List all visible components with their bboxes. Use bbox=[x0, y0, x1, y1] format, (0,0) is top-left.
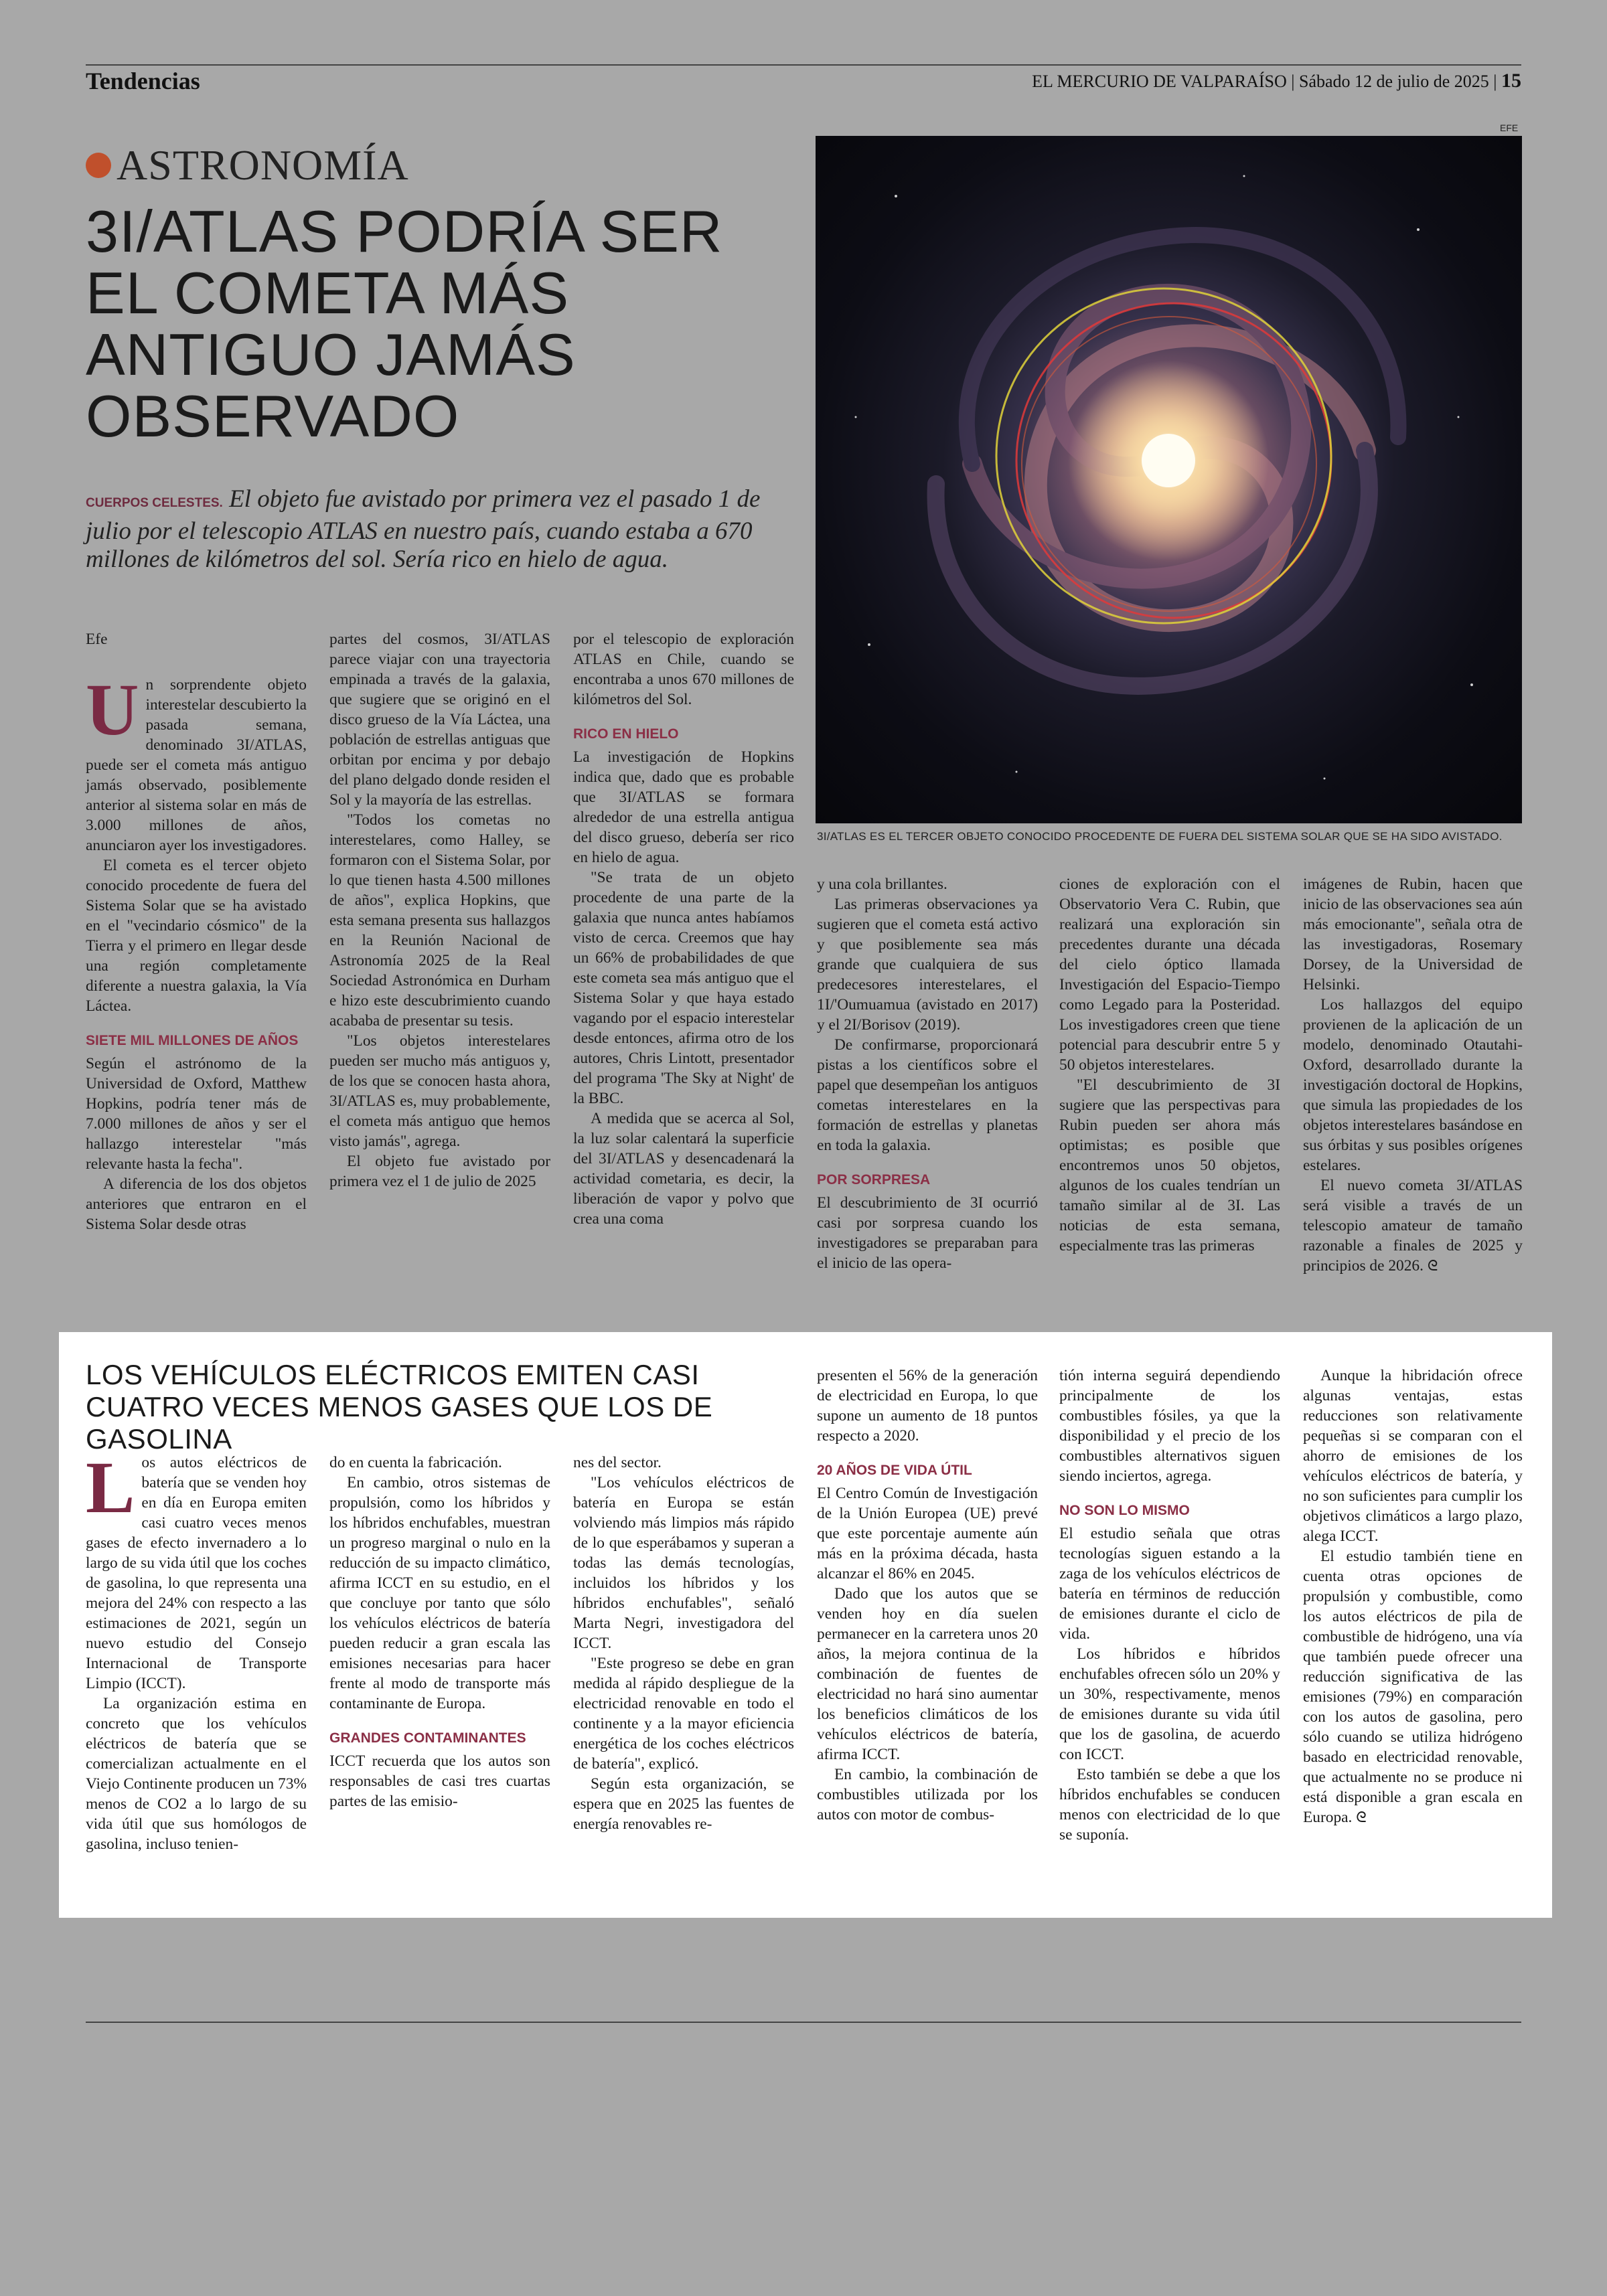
paragraph: partes del cosmos, 3I/ATLAS parece viajar con una trayectoria empinada a través de la galaxia, que sugiere que se originó en el disco grueso de la Vía Láctea, una población de estrellas antiguas que orbitan por encima y por debajo del plano delgado donde residen el Sol y la mayoría de las estrellas. bbox=[329, 631, 550, 809]
paragraph: "Todos los cometas no interestelares, como Halley, se formaron con el Sistema Solar, por lo que tienen hasta 4.500 millones de años", explica Hopkins, que esta semana presenta sus hallazgos en la Reunión Nacional de Astronomía 2025 de la Real Sociedad Astronómica en Durham e hizo este descubrimiento cuando acababa de presentar su tesis. bbox=[329, 811, 550, 1030]
paragraph: El nuevo cometa 3I/ATLAS será visible a través de un telescopio amateur de tamaño razonable a finales de 2025 y principios de 2026. ᘓ bbox=[1303, 1177, 1523, 1275]
paragraph: El Centro Común de Investigación de la Unión Europea (UE) prevé que este porcentaje aumente aún más en la próxima década, hasta alcanzar el 86% en 2045. bbox=[817, 1485, 1038, 1582]
paragraph: "Este progreso se debe en gran medida al rápido despliegue de la electricidad renovable en todo el continente y a la mayor eficiencia energética de los coches eléctricos de batería", explicó. bbox=[573, 1655, 794, 1773]
lead-text: El objeto fue avistado por primera vez el pasado 1 de julio por el telescopio ATLAS en nuestro país, cuando estaba a 670 millones de kilómetros del sol. Sería rico en hielo de agua. bbox=[86, 485, 761, 573]
paragraph: Los autos eléctricos de batería que se venden hoy en día en Europa emiten casi cuatro veces menos gases de efecto invernadero a lo largo de su vida útil que los coches de gasolina, lo que representa una mejora del 24% con respecto a las estimaciones de 2021, según un nuevo estudio del Consejo Internacional de Transporte Limpio (ICCT). bbox=[86, 1447, 307, 1692]
galaxy-image-icon bbox=[816, 136, 1522, 823]
drop-cap: L bbox=[86, 1447, 135, 1528]
box-column-4 bbox=[817, 1366, 1038, 1825]
paragraph: Un sorprendente objeto interestelar descubierto la pasada semana, denominado 3I/ATLAS, puede ser el cometa más antiguo jamás observado, posiblemente anterior al sistema solar en más de 3.000 millones de años, anunciaron ayer los investigadores. bbox=[86, 669, 307, 854]
paragraph: De confirmarse, proporcionará pistas a los científicos sobre el papel que desempeñan los antiguos cometas interestelares en la formación de estrellas y planetas en toda la galaxia. bbox=[817, 1036, 1038, 1154]
paragraph: Según esta organización, se espera que en 2025 las fuentes de energía renovables re- bbox=[573, 1775, 794, 1833]
paragraph: El descubrimiento de 3I ocurrió casi por sorpresa cuando los investigadores se preparaban para el inicio de las opera- bbox=[817, 1194, 1038, 1272]
paper-name: EL MERCURIO DE VALPARAÍSO bbox=[1032, 72, 1287, 91]
bullet-dot-icon bbox=[86, 153, 111, 178]
paragraph: La organización estima en concreto que los vehículos eléctricos de batería que se comercializan actualmente en el Viejo Continente producen un 73% menos de CO2 a lo largo de su vida útil que sus homólogos de gasolina, incluso tenien- bbox=[86, 1695, 307, 1853]
paragraph: A medida que se acerca al Sol, la luz solar calentará la superficie del 3I/ATLAS y desencadenará la actividad cometaria, es decir, la liberación de vapor y polvo que crea una coma bbox=[573, 1110, 794, 1228]
subheading: NO SON LO MISMO bbox=[1059, 1503, 1190, 1518]
paragraph: Dado que los autos que se venden hoy en día suelen permanecer en la carretera unos 20 años, la mejora continua de la combinación de fuentes de electricidad no hará sino aumentar los beneficios climáticos de los vehículos eléctricos de batería, afirma ICCT. bbox=[817, 1585, 1038, 1763]
paragraph: Según el astrónomo de la Universidad de Oxford, Matthew Hopkins, podría tener más de 7.000 millones de años y ser el hallazgo interestelar "más relevante hasta la fecha". bbox=[86, 1055, 307, 1173]
paragraph: "Se trata de un objeto procedente de una parte de la galaxia que nunca antes habíamos visto de cerca. Creemos que hay un 66% de probabilidades de que este cometa sea más antiguo que el Sistema Solar y que haya estado vagando por el espacio interestelar desde entonces, afirma otro de los autores, Chris Lintott, presentador del programa 'The Sky at Night' de la BBC. bbox=[573, 869, 794, 1107]
photo-caption: 3I/ATLAS ES EL TERCER OBJETO CONOCIDO PROCEDENTE DE FUERA DEL SISTEMA SOLAR QUE SE HA SIDO AVISTADO. bbox=[817, 830, 1503, 843]
article-column-4 bbox=[817, 874, 1038, 1273]
paragraph: "Los vehículos eléctricos de batería en Europa se están volviendo más limpios más rápido de lo que esperábamos y superan a todas las demás tecnologías, incluidos los híbridos y los híbridos enchufables", señaló Marta Negri, investigadora del ICCT. bbox=[573, 1474, 794, 1652]
article-column-2 bbox=[329, 629, 550, 1192]
drop-cap: U bbox=[86, 669, 139, 750]
page-number: 15 bbox=[1501, 70, 1521, 92]
end-mark-icon: ᘓ bbox=[1356, 1809, 1367, 1825]
galaxy-photo bbox=[816, 136, 1522, 823]
issue-date: Sábado 12 de julio de 2025 bbox=[1298, 72, 1489, 91]
byline: Efe bbox=[86, 631, 108, 648]
section-header: Tendencias bbox=[86, 68, 200, 94]
subheading: POR SORPRESA bbox=[817, 1172, 931, 1187]
subheading: GRANDES CONTAMINANTES bbox=[329, 1730, 526, 1746]
headline: 3I/ATLAS PODRÍA SER EL COMETA MÁS ANTIGUO JAMÁS OBSERVADO bbox=[86, 198, 723, 449]
footer-rule bbox=[86, 2022, 1521, 2023]
paragraph: Los híbridos e híbridos enchufables ofrecen sólo un 20% y un 30%, respectivamente, menos de emisiones durante su vida útil que los de gasolina, de acuerdo con ICCT. bbox=[1059, 1645, 1280, 1763]
paragraph: "Los objetos interestelares pueden ser mucho más antiguos y, de los que se conocen hasta ahora, 3I/ATLAS es, muy probablemente, el cometa más antiguo que hemos visto jamás", agrega. bbox=[329, 1032, 550, 1150]
paragraph: Aunque la hibridación ofrece algunas ventajas, estas reducciones son relativamente pequeñas si se comparan con el ahorro de emisiones de los vehículos eléctricos de batería, y no son suficientes para cumplir los objetivos climáticos a largo plazo, alega ICCT. bbox=[1303, 1367, 1523, 1545]
article-column-1 bbox=[86, 629, 307, 1234]
paragraph: Las primeras observaciones ya sugieren que el cometa está activo y que posiblemente sea más grande que cualquiera de sus predecesores interestelares, el 1I/'Oumuamua (avistado en 2017) y el 2I/Borisov (2019). bbox=[817, 896, 1038, 1034]
box-column-3 bbox=[573, 1453, 794, 1834]
paragraph: imágenes de Rubin, hacen que inicio de las observaciones sea aún más emocionante", señala otra de las investigadoras, Rosemary Dorsey, de la Universidad de Helsinki. bbox=[1303, 876, 1523, 993]
paragraph: por el telescopio de exploración ATLAS en Chile, cuando se encontraba a unos 670 millones de kilómetros del Sol. bbox=[573, 631, 794, 708]
paragraph: do en cuenta la fabricación. bbox=[329, 1454, 502, 1471]
end-mark-icon: ᘓ bbox=[1427, 1257, 1438, 1274]
paragraph: "El descubrimiento de 3I sugiere que las perspectivas para Rubin pueden ser ahora más optimistas; es posible que encontremos unos 50 objetos, algunos de los cuales tendrían un tamaño similar al de 3I. Las noticias de esta semana, especialmente tras las primeras bbox=[1059, 1076, 1280, 1254]
section-label-text: ASTRONOMÍA bbox=[117, 141, 409, 189]
paragraph: y una cola brillantes. bbox=[817, 876, 947, 893]
section-label bbox=[86, 141, 409, 190]
article-column-6 bbox=[1303, 874, 1523, 1276]
paragraph: El estudio señala que otras tecnologías siguen estando a la zaga de los vehículos eléctricos de batería en términos de reducción de emisiones durante el ciclo de vida. bbox=[1059, 1525, 1280, 1643]
paragraph: ICCT recuerda que los autos son responsables de casi tres cuartas partes de las emisio- bbox=[329, 1752, 550, 1810]
paragraph: tión interna seguirá dependiendo principalmente de los combustibles fósiles, ya que la disponibilidad y el precio de los combustibles alternativos siguen siendo inciertos, agrega. bbox=[1059, 1367, 1280, 1485]
paragraph: ciones de exploración con el Observatorio Vera C. Rubin, que realizará una exploración sin precedentes durante una década del cielo óptico llamada Investigación del Espacio-Tiempo como Legado para la Posteridad. Los investigadores creen que tiene potencial para descubrir entre 5 y 50 objetos interestelares. bbox=[1059, 876, 1280, 1074]
paragraph: Esto también se debe a que los híbridos enchufables se conducen menos con electricidad de lo que se suponía. bbox=[1059, 1766, 1280, 1843]
paragraph: En cambio, otros sistemas de propulsión, como los híbridos y los híbridos enchufables, muestran un progreso marginal o nulo en la reducción de su impacto climático, afirma ICCT en su estudio, en el que concluye por tanto que sólo los vehículos eléctricos de batería pueden reducir a gran escala las emisiones necesarias para hacer frente al modo de transporte más contaminante de Europa. bbox=[329, 1474, 550, 1712]
paragraph: El estudio también tiene en cuenta otras opciones de propulsión y combustible, como los autos eléctricos de pila de combustible de hidrógeno, una vía que también puede ofrecer una reducción significativa de las emisiones (79%) en comparación con los autos de gasolina, pero sólo cuando se utiliza hidrógeno basado en electricidad renovable, que actualmente no se produce ni está disponible a gran escala en Europa. ᘓ bbox=[1303, 1548, 1523, 1826]
paragraph: En cambio, la combinación de combustibles utilizada por los autos con motor de combus- bbox=[817, 1766, 1038, 1823]
article-column-5 bbox=[1059, 874, 1280, 1256]
masthead-info: EL MERCURIO DE VALPARAÍSO | Sábado 12 de julio de 2025 | 15 bbox=[1032, 70, 1521, 92]
paragraph: presenten el 56% de la generación de electricidad en Europa, lo que supone un aumento de 18 puntos respecto a 2020. bbox=[817, 1367, 1038, 1445]
kicker: CUERPOS CELESTES. bbox=[86, 496, 223, 510]
paragraph: El cometa es el tercer objeto conocido procedente de fuera del Sistema Solar que se ha avistado en el "vecindario cósmico" de la Tierra y el primero en llegar desde una región completamente diferente a nuestra galaxia, la Vía Láctea. bbox=[86, 857, 307, 1015]
box-column-1 bbox=[86, 1447, 307, 1854]
paragraph: nes del sector. bbox=[573, 1454, 662, 1471]
paragraph: La investigación de Hopkins indica que, dado que es probable que 3I/ATLAS se formara alrededor de una estrella antigua del disco grueso, debería ser rico en hielo de agua. bbox=[573, 748, 794, 866]
box-column-2 bbox=[329, 1453, 550, 1811]
subheading: SIETE MIL MILLONES DE AÑOS bbox=[86, 1033, 299, 1048]
box-column-5 bbox=[1059, 1366, 1280, 1845]
subheading: RICO EN HIELO bbox=[573, 726, 679, 742]
subheading: 20 AÑOS DE VIDA ÚTIL bbox=[817, 1463, 972, 1478]
box-column-6 bbox=[1303, 1366, 1523, 1827]
secondary-headline: LOS VEHÍCULOS ELÉCTRICOS EMITEN CASI CUATRO VECES MENOS GASES QUE LOS DE GASOLINA bbox=[86, 1359, 713, 1455]
header-rule bbox=[86, 64, 1521, 66]
photo-credit: EFE bbox=[1500, 122, 1519, 133]
article-column-3 bbox=[573, 629, 794, 1229]
paragraph: Los hallazgos del equipo provienen de la aplicación de un modelo, denominado Otautahi-Oxford, desarrollado durante la investigación doctoral de Hopkins, que simula las propiedades de los objetos interestelares basándose en sus órbitas y sus posibles orígenes estelares. bbox=[1303, 996, 1523, 1174]
paragraph: A diferencia de los dos objetos anteriores que entraron en el Sistema Solar desde otras bbox=[86, 1175, 307, 1233]
lead-paragraph bbox=[86, 485, 789, 574]
paragraph: El objeto fue avistado por primera vez el 1 de julio de 2025 bbox=[329, 1153, 550, 1190]
